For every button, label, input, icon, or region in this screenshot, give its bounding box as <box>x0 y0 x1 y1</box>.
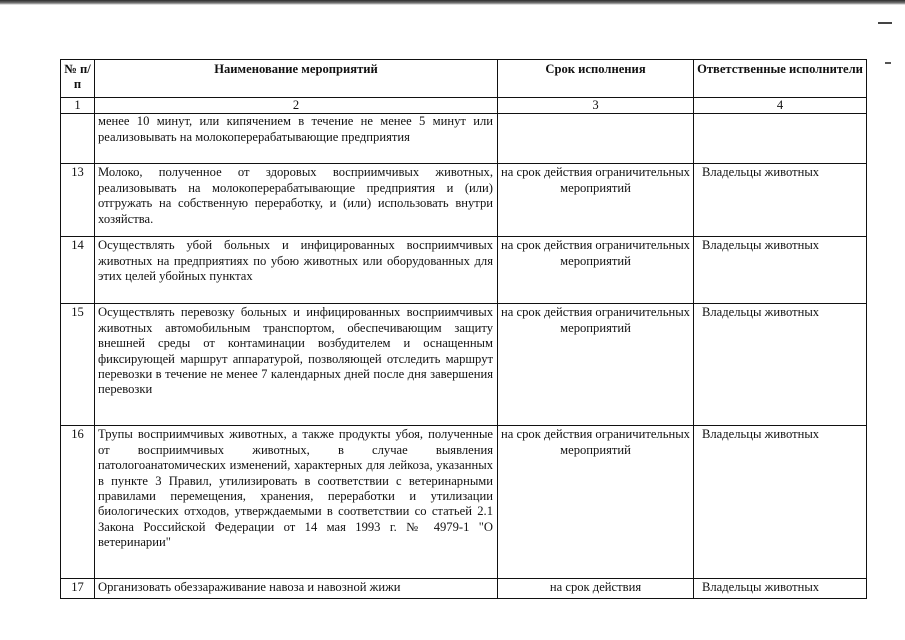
table-row <box>61 304 867 426</box>
table-row <box>61 426 867 579</box>
measure-name-cell: Молоко, полученное от здоровых восприимчивых животных, реализовывать на молокоперерабатывающие предприятия и (или) отгружать на собственную переработку, и (или) использовать внутри хозяйства. <box>95 164 498 237</box>
row-number-cell: 16 <box>61 426 95 579</box>
header-row <box>61 60 867 98</box>
header-name: Наименование мероприятий <box>95 60 498 98</box>
measure-name-cell: менее 10 минут, или кипячением в течение не менее 5 минут или реализовывать на молокоперерабатывающие предприятия <box>95 114 498 164</box>
responsible-cell: Владельцы животных <box>694 304 867 426</box>
term-cell: на срок действия ограничительных мероприятий <box>498 237 694 304</box>
scan-mark <box>878 22 892 24</box>
term-cell: на срок действия ограничительных мероприятий <box>498 426 694 579</box>
row-number-cell: 13 <box>61 164 95 237</box>
row-number-cell: 15 <box>61 304 95 426</box>
responsible-cell: Владельцы животных <box>694 164 867 237</box>
scan-edge-shadow <box>0 0 905 5</box>
column-number: 4 <box>694 98 867 114</box>
measure-name-cell: Организовать обеззараживание навоза и навозной жижи <box>95 579 498 599</box>
table-row-continuation <box>61 114 867 164</box>
row-number-cell: 14 <box>61 237 95 304</box>
responsible-cell: Владельцы животных <box>694 426 867 579</box>
measure-name-cell: Трупы восприимчивых животных, а также продукты убоя, полученные от восприимчивых животных, в случае выявления патологоанатомических изменений, характерных для лейкоза, указанных в пункте 3 Правил, утилизировать в соответствии с ветеринарными правилами перемещения, хранения, переработки и утилизации биологических отходов, утверждаемыми в соответствии со статьей 2.1 Закона Российской Федерации от 14 мая 1993 г. № 4979-1 "О ветеринарии" <box>95 426 498 579</box>
responsible-cell: Владельцы животных <box>694 237 867 304</box>
term-cell: на срок действия ограничительных мероприятий <box>498 164 694 237</box>
header-term: Срок исполнения <box>498 60 694 98</box>
column-number: 1 <box>61 98 95 114</box>
table-row <box>61 164 867 237</box>
term-cell <box>498 114 694 164</box>
table-row <box>61 579 867 599</box>
responsible-cell: Владельцы животных <box>694 579 867 599</box>
row-number-cell: 17 <box>61 579 95 599</box>
term-cell: на срок действия ограничительных мероприятий <box>498 304 694 426</box>
table-row <box>61 237 867 304</box>
scan-mark <box>885 62 891 64</box>
measure-name-cell: Осуществлять убой больных и инфицированных восприимчивых животных на предприятиях по убою животных или оборудованных для этих целей убойных пунктах <box>95 237 498 304</box>
measures-table <box>60 59 867 599</box>
measure-name-cell: Осуществлять перевозку больных и инфицированных восприимчивых животных автомобильным транспортом, обеспечивающим защиту внешней среды от контаминации возбудителем и оснащенным фиксирующей маршрут аппаратурой, позволяющей отследить маршрут перевозки в течение не менее 7 календарных дней после дня завершения перевозки <box>95 304 498 426</box>
header-responsible: Ответственные исполнители <box>694 60 867 98</box>
term-cell: на срок действия <box>498 579 694 599</box>
header-num: № п/п <box>61 60 95 98</box>
row-number-cell <box>61 114 95 164</box>
column-number-row <box>61 98 867 114</box>
column-number: 3 <box>498 98 694 114</box>
responsible-cell <box>694 114 867 164</box>
column-number: 2 <box>95 98 498 114</box>
